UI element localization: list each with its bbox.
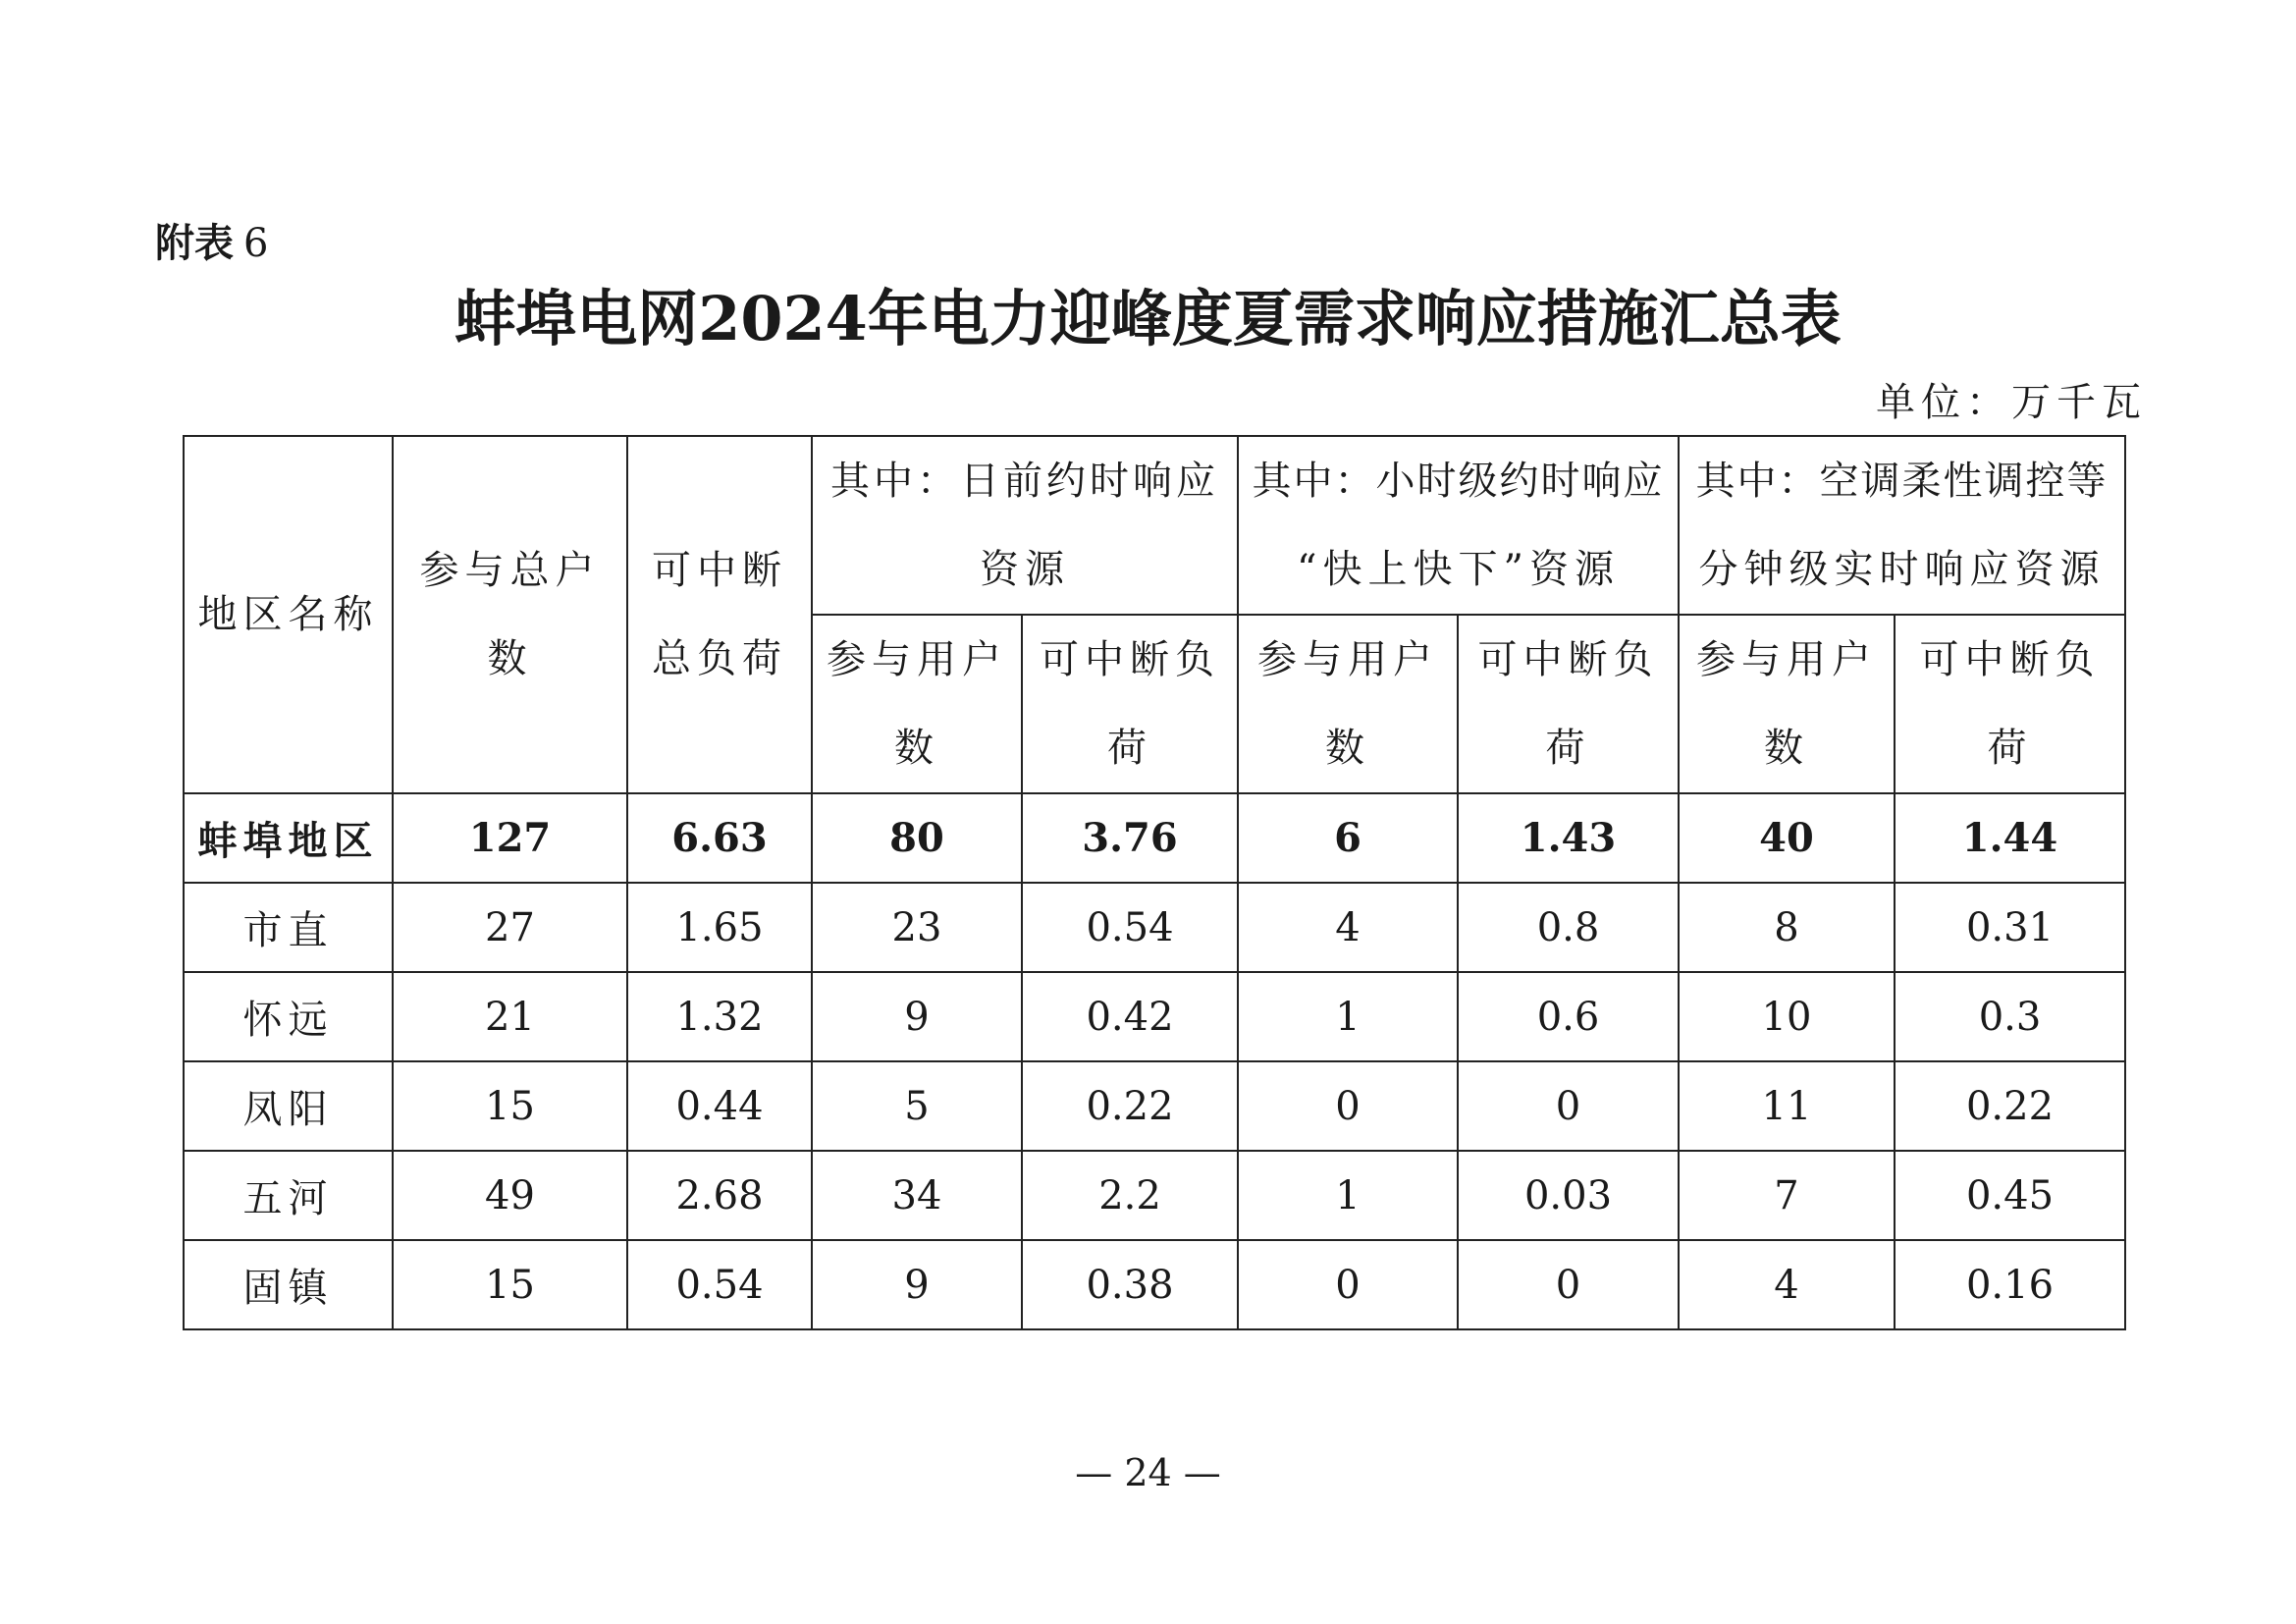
header-g3-load-line1: 可中断负: [1919, 637, 2101, 682]
realtime-load: 0.22: [1895, 1061, 2125, 1151]
header-g2-load: [1458, 615, 1679, 793]
header-g3-users-line2: 数: [1764, 726, 1809, 771]
realtime-users: 4: [1679, 1240, 1895, 1329]
day-ahead-load: 0.22: [1022, 1061, 1238, 1151]
header-group-realtime: [1679, 436, 2125, 615]
header-g3-users-line1: 参与用户: [1696, 637, 1877, 682]
hourly-users: 0: [1238, 1061, 1458, 1151]
region-name: 五河: [184, 1151, 393, 1240]
header-total-users-line1: 参与总户: [419, 548, 601, 593]
table-row: [184, 1151, 2125, 1240]
day-ahead-load: 0.54: [1022, 883, 1238, 972]
realtime-load: 0.3: [1895, 972, 2125, 1061]
header-g2-users-line2: 数: [1325, 726, 1370, 771]
header-group-day-ahead-line1: 其中：日前约时响应: [830, 459, 1219, 504]
realtime-users: 10: [1679, 972, 1895, 1061]
header-g1-users-line1: 参与用户: [827, 637, 1007, 682]
hourly-load: 0.8: [1458, 883, 1679, 972]
hourly-load: 0: [1458, 1240, 1679, 1329]
header-total-users-line2: 数: [487, 636, 533, 681]
document-title: 蚌埠电网2024年电力迎峰度夏需求响应措施汇总表: [454, 283, 1842, 354]
header-g2-load-line2: 荷: [1545, 726, 1591, 771]
header-g1-load: [1022, 615, 1238, 793]
header-region-text: 地区名称: [197, 592, 379, 637]
summary-table: [183, 435, 2126, 1330]
day-ahead-users: 9: [812, 972, 1022, 1061]
header-group-hourly-line1: 其中：小时级约时响应: [1252, 459, 1665, 504]
day-ahead-users: 34: [812, 1151, 1022, 1240]
table-row: [184, 1061, 2125, 1151]
total-load: 0.54: [627, 1240, 812, 1329]
total-users: 27: [393, 883, 627, 972]
table-row: [184, 972, 2125, 1061]
table-row: [184, 1240, 2125, 1329]
day-ahead-users: 9: [812, 1240, 1022, 1329]
region-name: 凤阳: [184, 1061, 393, 1151]
hourly-load: 0.6: [1458, 972, 1679, 1061]
header-g2-users-line1: 参与用户: [1257, 637, 1438, 682]
region-name: 蚌埠地区: [184, 793, 393, 883]
header-group-day-ahead-line2: 资源: [980, 547, 1070, 592]
hourly-users: 6: [1238, 793, 1458, 883]
day-ahead-users: 23: [812, 883, 1022, 972]
day-ahead-load: 0.38: [1022, 1240, 1238, 1329]
header-region: [184, 436, 393, 793]
header-g3-load: [1895, 615, 2125, 793]
hourly-users: 4: [1238, 883, 1458, 972]
realtime-load: 1.44: [1895, 793, 2125, 883]
header-total-load-line1: 可中断: [652, 548, 787, 593]
region-name: 市直: [184, 883, 393, 972]
header-g1-load-line2: 荷: [1107, 726, 1152, 771]
header-group-realtime-line2: 分钟级实时响应资源: [1698, 547, 2106, 592]
table-row: [184, 883, 2125, 972]
total-load: 1.32: [627, 972, 812, 1061]
header-g3-load-line2: 荷: [1987, 726, 2033, 771]
region-name: 怀远: [184, 972, 393, 1061]
realtime-users: 7: [1679, 1151, 1895, 1240]
hourly-load: 0.03: [1458, 1151, 1679, 1240]
header-row-1: [184, 436, 2125, 615]
header-g1-users-line2: 数: [894, 726, 939, 771]
day-ahead-users: 80: [812, 793, 1022, 883]
hourly-load: 0: [1458, 1061, 1679, 1151]
header-group-day-ahead: [812, 436, 1238, 615]
region-name: 固镇: [184, 1240, 393, 1329]
header-group-hourly: [1238, 436, 1679, 615]
realtime-users: 11: [1679, 1061, 1895, 1151]
realtime-users: 40: [1679, 793, 1895, 883]
total-users: 127: [393, 793, 627, 883]
hourly-users: 1: [1238, 1151, 1458, 1240]
page-number: — 24 —: [1075, 1451, 1221, 1494]
day-ahead-users: 5: [812, 1061, 1022, 1151]
total-load: 2.68: [627, 1151, 812, 1240]
day-ahead-load: 0.42: [1022, 972, 1238, 1061]
total-load: 6.63: [627, 793, 812, 883]
appendix-label-text: 附表: [155, 220, 234, 266]
unit-note: 单位：万千瓦: [1876, 380, 2147, 425]
day-ahead-load: 3.76: [1022, 793, 1238, 883]
total-users: 49: [393, 1151, 627, 1240]
header-g2-users: [1238, 615, 1458, 793]
header-total-load-line2: 总负荷: [652, 636, 787, 681]
day-ahead-load: 2.2: [1022, 1151, 1238, 1240]
header-group-hourly-line2: “快上快下”资源: [1297, 547, 1620, 592]
total-users: 21: [393, 972, 627, 1061]
realtime-load: 0.31: [1895, 883, 2125, 972]
realtime-load: 0.16: [1895, 1240, 2125, 1329]
appendix-number: 6: [243, 221, 269, 266]
total-users: 15: [393, 1240, 627, 1329]
total-load: 1.65: [627, 883, 812, 972]
realtime-load: 0.45: [1895, 1151, 2125, 1240]
realtime-users: 8: [1679, 883, 1895, 972]
hourly-users: 1: [1238, 972, 1458, 1061]
header-g2-load-line1: 可中断负: [1477, 637, 1659, 682]
total-users: 15: [393, 1061, 627, 1151]
appendix-label: [155, 214, 268, 273]
header-total-load: [627, 436, 812, 793]
header-total-users: [393, 436, 627, 793]
total-load: 0.44: [627, 1061, 812, 1151]
header-g3-users: [1679, 615, 1895, 793]
header-group-realtime-line1: 其中：空调柔性调控等: [1695, 459, 2109, 504]
header-g1-users: [812, 615, 1022, 793]
header-g1-load-line1: 可中断负: [1040, 637, 1220, 682]
hourly-users: 0: [1238, 1240, 1458, 1329]
table-row-total: [184, 793, 2125, 883]
hourly-load: 1.43: [1458, 793, 1679, 883]
